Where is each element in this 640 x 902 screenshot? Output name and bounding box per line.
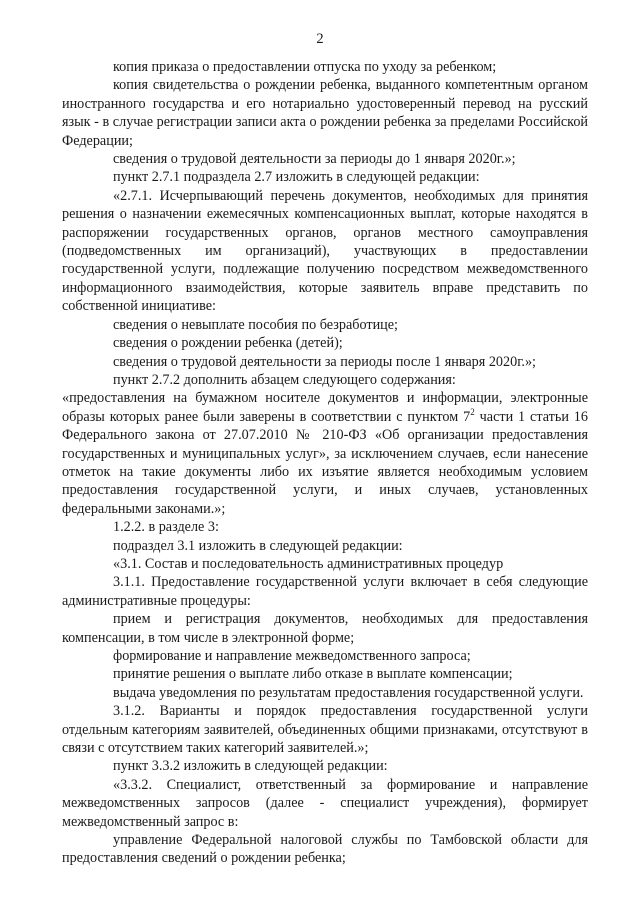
paragraph: выдача уведомления по результатам предоставления государственной услуги. xyxy=(113,684,584,701)
paragraph: пункт 2.7.1 подраздела 2.7 изложить в следующей редакции: xyxy=(113,169,480,186)
quoted-text-before: «предоставления на бумажном носителе документов и информации, электронные образы которых ранее были заверены в соответствии с пунктом 7 xyxy=(62,390,588,425)
paragraph: принятие решения о выплате либо отказе в выплате компенсации; xyxy=(113,666,513,683)
paragraph: сведения о рождении ребенка (детей); xyxy=(113,335,343,352)
paragraph: «3.1. Состав и последовательность административных процедур xyxy=(113,555,504,572)
paragraph: 3.1.2. Варианты и порядок предоставления государственной услуги отдельным категориям заявителей, объединенных общими признаками, отсутствуют в связи с отсутствием таких категорий заявителей.»; xyxy=(62,703,588,757)
paragraph: 3.1.1. Предоставление государственной услуги включает в себя следующие административные процедуры: xyxy=(62,574,588,609)
paragraph: формирование и направление межведомственного запроса; xyxy=(113,648,471,664)
paragraph: пункт 2.7.2 дополнить абзацем следующего содержания: xyxy=(113,371,456,388)
paragraph: пункт 3.3.2 изложить в следующей редакции: xyxy=(113,758,388,775)
paragraph: «2.7.1. Исчерпывающий перечень документов, необходимых для принятия решения о назначении ежемесячных компенсационных выплат, которые находятся в распоряжении государственных органов, органов местного самоуправления (подведомственных им организаций), участвующих в предоставлении государственной услуги, подлежащие получению посредством межведомственного информационного взаимодействия, которые заявитель вправе представить по собственной инициативе: xyxy=(62,187,588,315)
paragraph: сведения о невыплате пособия по безработице; xyxy=(113,316,398,333)
paragraph: копия свидетельства о рождении ребенка, выданного компетентным органом иностранного государства и его нотариально удостоверенный перевод на русский язык - в случае регистрации записи акта о рождении ребенка за пределами Российской Федерации; xyxy=(62,77,588,149)
paragraph: сведения о трудовой деятельности за периоды после 1 января 2020г.»; xyxy=(113,353,537,370)
paragraph: «3.3.2. Специалист, ответственный за формирование и направление межведомственных запросов (далее - специалист учреждения), формирует межведомственный запрос в: xyxy=(62,776,588,830)
paragraph: сведения о трудовой деятельности за периоды до 1 января 2020г.»; xyxy=(113,151,516,168)
paragraph: прием и регистрация документов, необходимых для предоставления компенсации, в том числе в электронной форме; xyxy=(62,611,588,646)
paragraph: подраздел 3.1 изложить в следующей редакции: xyxy=(113,537,403,554)
quoted-text-after: части 1 статьи 16 Федерального закона от 27.07.2010 № 210-ФЗ «Об организации предоставления государственных и муниципальных услуг», за исключением случаев, если нанесение отметок на такие документы либо их изъятие является необходимым условием предоставления государственной услуги, и иных случаев, установленных федеральными законами.»; xyxy=(62,408,588,517)
paragraph: управление Федеральной налоговой службы по Тамбовской области для предоставления сведений о рождении ребенка; xyxy=(62,832,588,867)
superscript: 2 xyxy=(470,406,475,417)
document-body xyxy=(62,58,588,868)
paragraph: копия приказа о предоставлении отпуска по уходу за ребенком; xyxy=(113,59,497,75)
paragraph: 1.2.2. в разделе 3: xyxy=(113,519,219,536)
page-number: 2 xyxy=(316,31,324,47)
quoted-paragraph xyxy=(62,389,588,518)
